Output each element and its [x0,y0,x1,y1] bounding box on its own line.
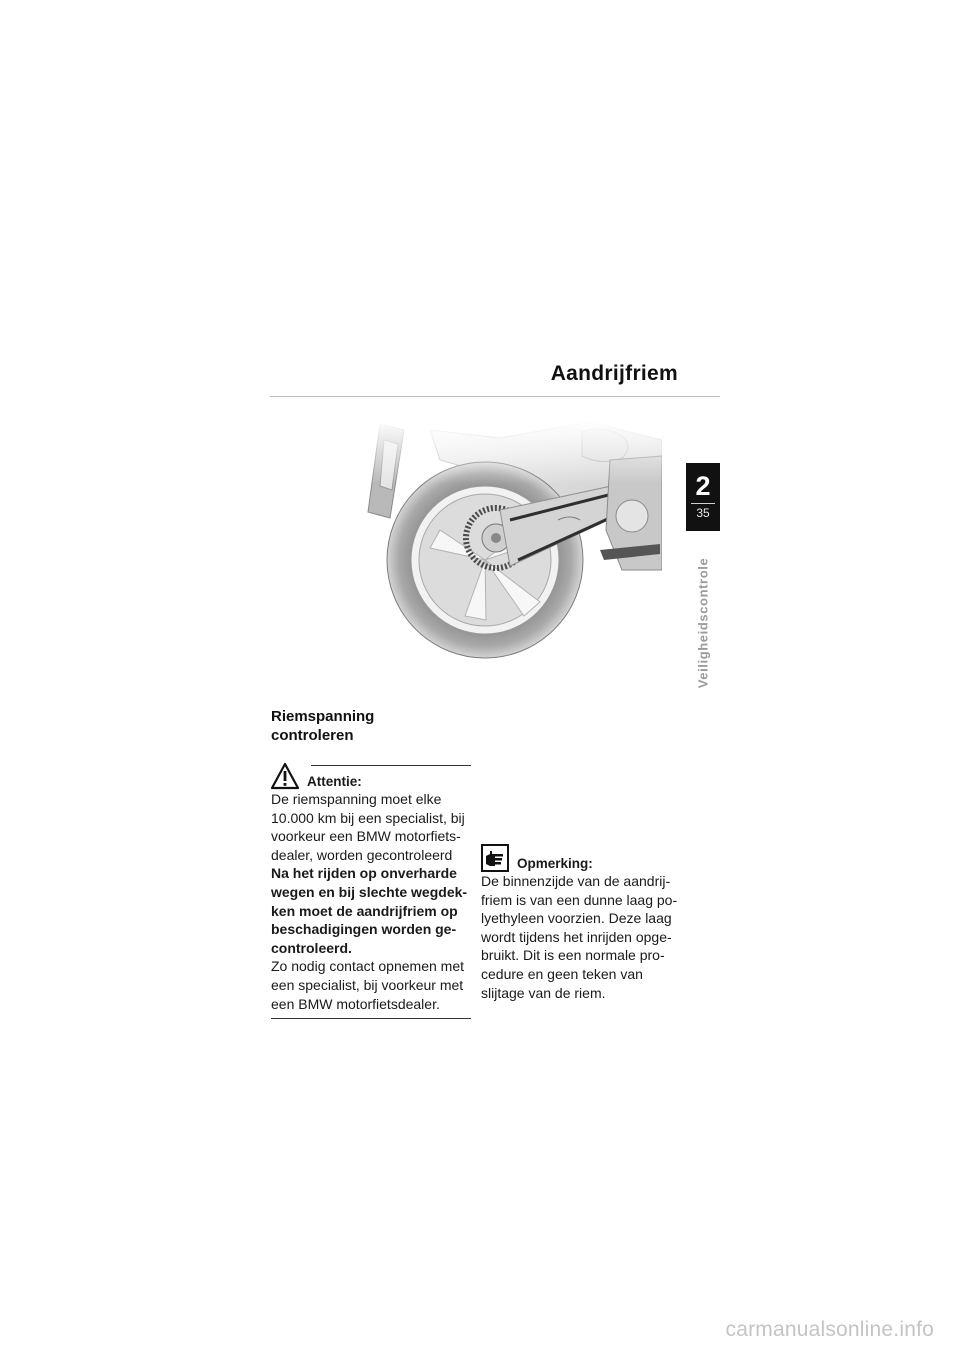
attention-line: dealer, worden gecontroleerd [271,846,453,863]
remark-label: Opmerking: [517,856,593,871]
chapter-tab [686,463,720,531]
attention-bold-line: beschadigingen worden ge- [271,921,457,938]
attention-line: een BMW motorfietsdealer. [271,995,440,1012]
remark-line: bruikt. Dit is een normale pro- [481,947,665,964]
remark-notice [481,848,696,1002]
remark-line: wordt tijdens het inrijden opge- [481,928,672,945]
remark-line: De binnenzijde van de aandrij- [481,873,671,889]
section-heading-line-2: controleren [271,727,354,744]
remark-header [481,844,696,872]
remark-line: lyethyleen voorzien. Deze laag [481,910,672,927]
attention-bold-line: wegen en bij slechte wegdek- [271,883,468,900]
remark-line: cedure en geen teken van [481,965,643,982]
chapter-tab-divider [691,503,715,504]
remark-line: slijtage van de riem. [481,984,606,1001]
attention-line: een specialist, bij voorkeur met [271,976,464,993]
section-heading-line-1: Riemspanning [271,708,375,725]
attention-notice [271,765,471,1019]
section-label-vertical: Veiligheidscontrole [695,557,711,689]
page-number: 35 [696,506,710,520]
remark-line: friem is van een dunne laag po- [481,891,678,908]
attention-label: Attentie: [307,774,362,789]
attention-header [271,762,471,790]
chapter-number: 2 [695,471,711,501]
attention-line: Zo nodig contact opnemen met [271,958,465,975]
title-divider [270,396,720,397]
attention-bottom-rule [271,1018,471,1019]
attention-line: De riemspanning moet elke [271,791,442,807]
pointing-hand-note-icon [481,844,509,872]
section-heading [271,707,471,745]
attention-line: 10.000 km bij een specialist, bij [271,809,465,826]
site-watermark: carmanualsonline.info [725,1318,934,1341]
warning-triangle-icon [271,762,299,790]
attention-bold-line: controleerd. [271,939,352,956]
attention-line: voorkeur een BMW motorfiets- [271,828,461,845]
page-title: Aandrijfriem [550,362,678,385]
attention-bold-line: ken moet de aandrijfriem op [271,902,458,919]
attention-bold-line: Na het rijden op onverharde [271,865,457,882]
motorcycle-rear-wheel-photo [360,420,662,676]
